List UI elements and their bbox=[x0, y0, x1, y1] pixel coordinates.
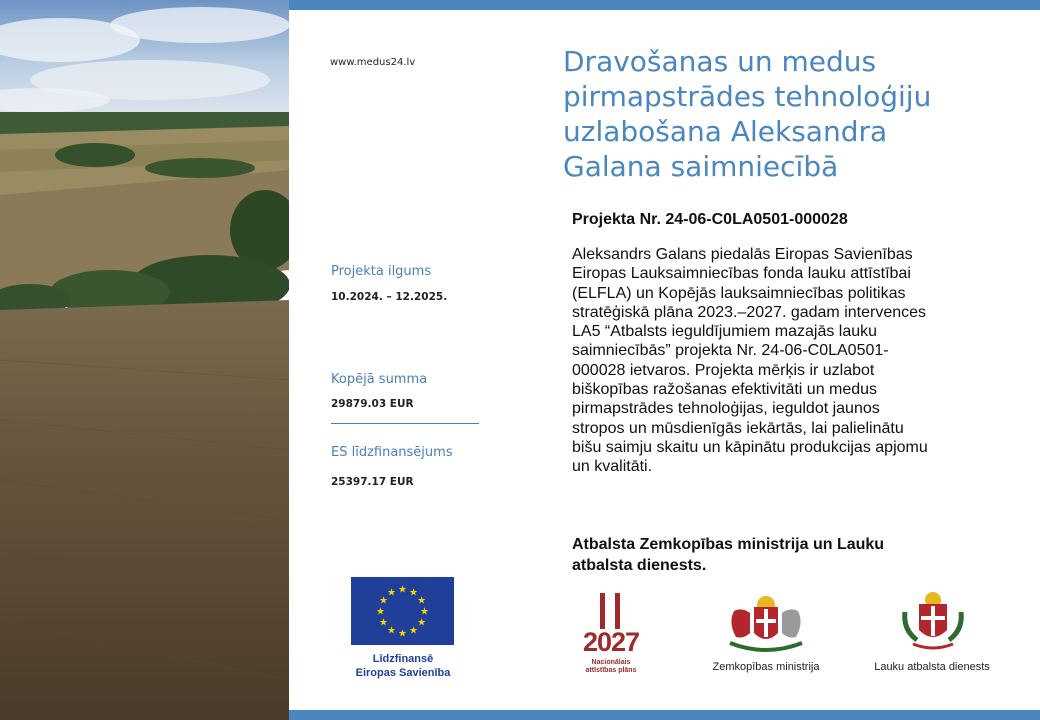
eu-star-icon: ★ bbox=[398, 584, 407, 596]
top-accent-bar bbox=[289, 0, 1040, 10]
nap-bars-icon bbox=[574, 591, 648, 631]
description-line: saimniecībās” projekta Nr. 24-06-C0LA0501- bbox=[572, 342, 889, 360]
total-sum-value: 29879.03 EUR bbox=[331, 398, 414, 410]
eu-star-icon: ★ bbox=[376, 606, 385, 618]
lad-coat-of-arms-icon bbox=[899, 590, 967, 654]
landscape-photo bbox=[0, 0, 289, 720]
eu-star-icon: ★ bbox=[398, 628, 407, 640]
title-line: Dravošanas un medus bbox=[563, 45, 877, 78]
eu-star-icon: ★ bbox=[378, 595, 388, 607]
website-link[interactable]: www.medus24.lv bbox=[330, 57, 416, 68]
nap-caption-line1: Nacionālais bbox=[591, 659, 631, 666]
eu-caption-line1: Līdzfinansē bbox=[372, 653, 434, 665]
title-line: Galana saimniecībā bbox=[563, 150, 839, 183]
project-description bbox=[572, 245, 1002, 477]
project-number: Projekta Nr. 24-06-C0LA0501-000028 bbox=[572, 211, 848, 228]
nap-caption bbox=[574, 659, 648, 675]
title-line: uzlabošana Aleksandra bbox=[563, 115, 888, 148]
eu-star-icon: ★ bbox=[417, 617, 427, 629]
support-line: Atbalsta Zemkopības ministrija un Lauku bbox=[572, 536, 885, 553]
description-line: biškopības ražošanas efektivitāti un medus bbox=[572, 381, 878, 399]
bottom-accent-bar bbox=[289, 710, 1040, 720]
nap-2027-logo bbox=[574, 591, 648, 675]
nap-caption-line2: attīstības plāns bbox=[585, 667, 637, 674]
duration-value: 10.2024. – 12.2025. bbox=[331, 291, 448, 303]
eu-logo-caption bbox=[330, 652, 476, 680]
nap-number: 2027 bbox=[582, 627, 640, 657]
description-line: Aleksandrs Galans piedalās Eiropas Savienības bbox=[572, 246, 913, 263]
description-line: stropos un mūsdienīgās iekārtās, lai palielinātu bbox=[572, 419, 904, 437]
eu-star-icon: ★ bbox=[387, 587, 396, 599]
support-line: atbalsta dienests. bbox=[572, 557, 707, 574]
eu-star-icon: ★ bbox=[417, 595, 427, 607]
support-statement bbox=[572, 534, 972, 576]
description-line: pirmapstrādes tehnoloģijas, ieguldot jaunos bbox=[572, 400, 880, 418]
eu-star-icon: ★ bbox=[378, 617, 388, 629]
eu-flag-logo bbox=[351, 577, 454, 645]
divider bbox=[331, 423, 479, 424]
title-line: pirmapstrādes tehnoloģiju bbox=[563, 80, 932, 113]
eu-cofinancing-value: 25397.17 EUR bbox=[331, 476, 414, 488]
eu-star-icon: ★ bbox=[387, 625, 396, 637]
total-sum-label: Kopējā summa bbox=[331, 372, 428, 387]
description-line: un kvalitāti. bbox=[572, 458, 653, 476]
ministry-caption: Zemkopības ministrija bbox=[712, 661, 820, 673]
eu-star-icon: ★ bbox=[420, 606, 429, 618]
description-line: Eiropas Lauksaimniecības fonda lauku attīstībai bbox=[572, 265, 911, 283]
description-line: stratēģiskā plāna 2023.–2027. gadam intervences bbox=[572, 303, 927, 321]
description-line: bišu saimju skaitu un kāpinātu produkcijas apjomu bbox=[572, 438, 928, 456]
description-line: 000028 ietvaros. Projekta mērķis ir uzlabot bbox=[572, 361, 875, 379]
eu-star-icon: ★ bbox=[409, 587, 418, 599]
eu-cofinancing-label: ES līdzfinansējums bbox=[331, 445, 453, 460]
ministry-coat-of-arms-icon bbox=[720, 593, 812, 657]
duration-label: Projekta ilgums bbox=[331, 264, 432, 279]
eu-caption-line2: Eiropas Savienība bbox=[355, 667, 451, 679]
description-line: (ELFLA) un Kopējās lauksaimniecības politikas bbox=[572, 284, 906, 302]
project-title bbox=[563, 44, 1003, 184]
lad-caption: Lauku atbalsta dienests bbox=[874, 661, 990, 673]
description-line: LA5 “Atbalsts ieguldījumiem mazajās lauku bbox=[572, 323, 878, 341]
eu-star-icon: ★ bbox=[409, 625, 418, 637]
